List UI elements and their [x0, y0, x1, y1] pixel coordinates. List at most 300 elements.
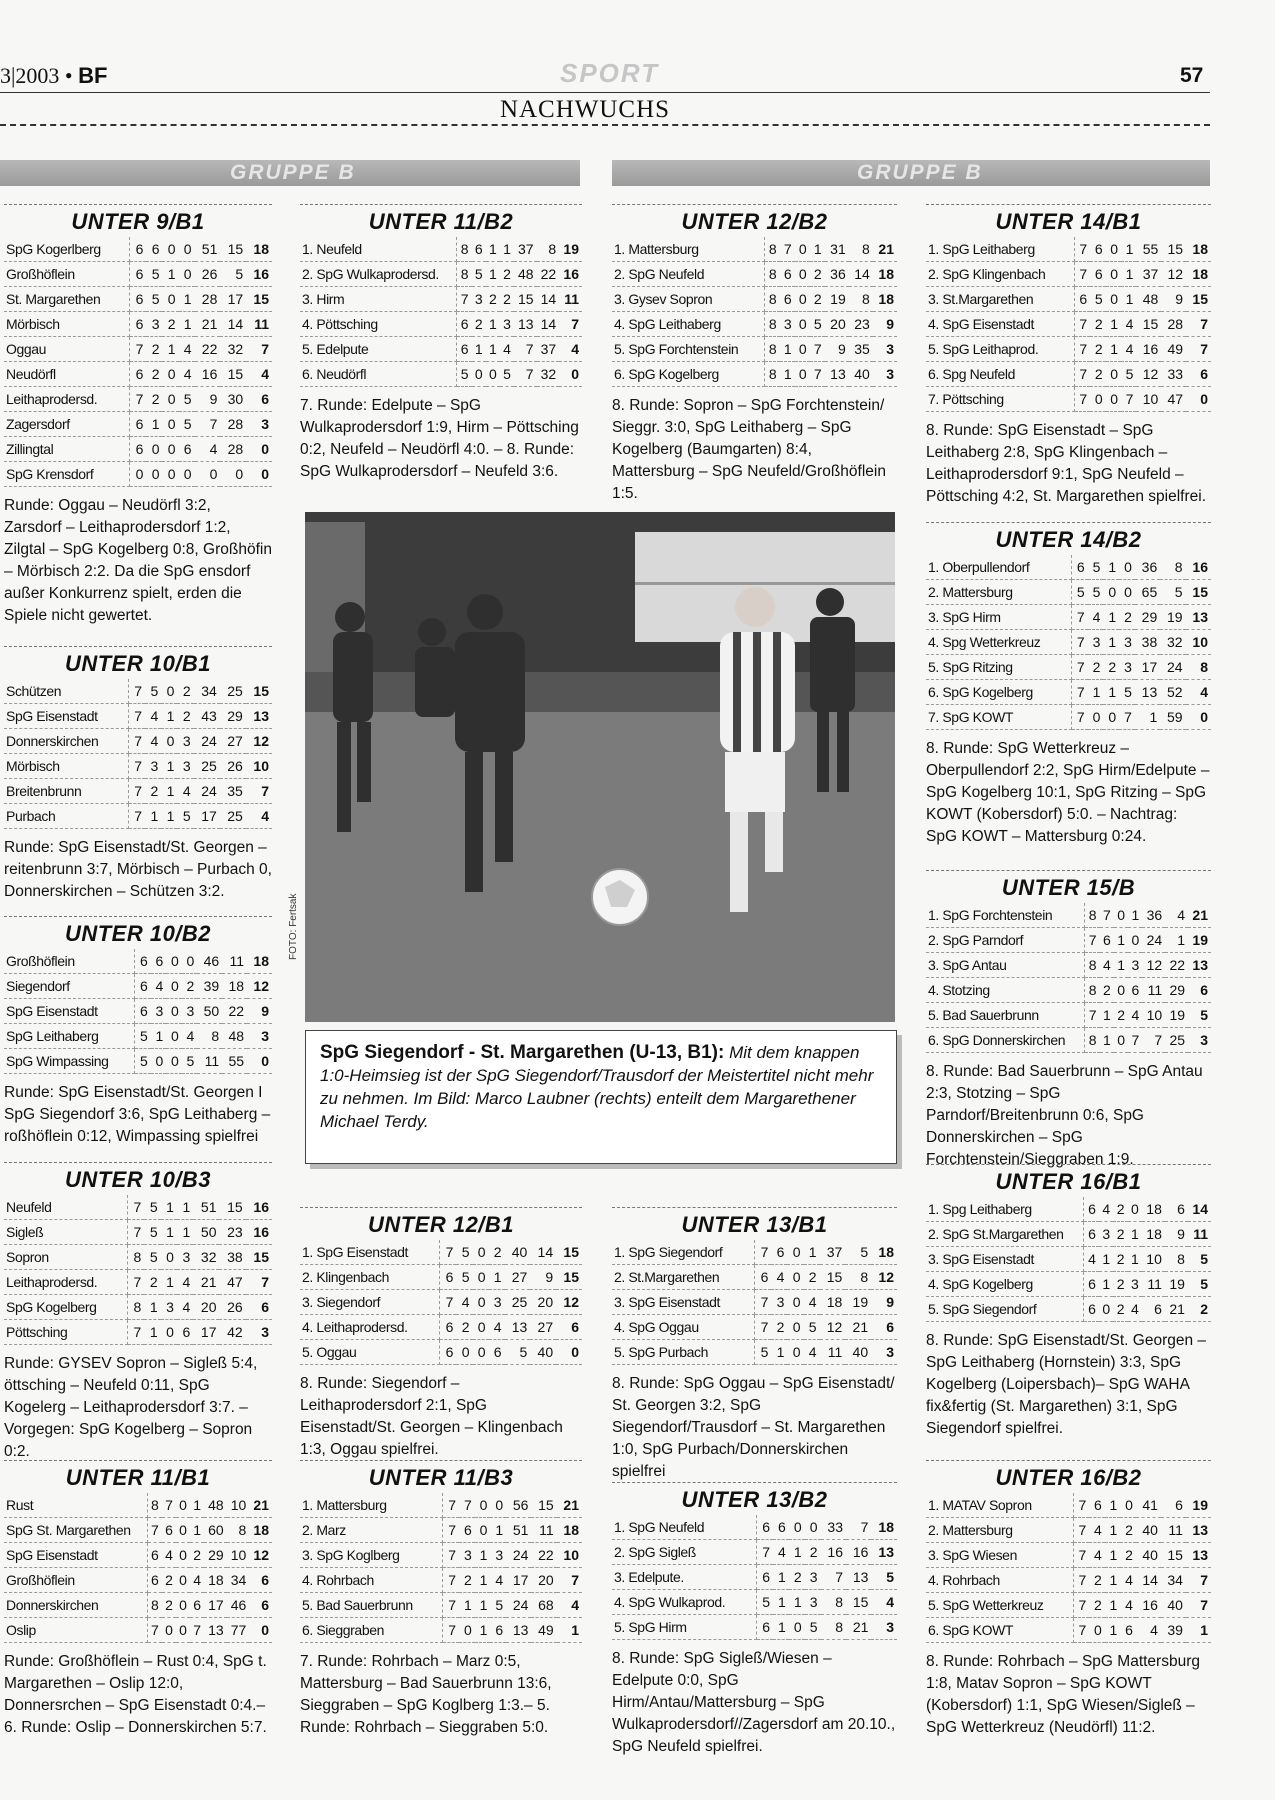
stat-cell: 2	[1114, 1003, 1128, 1028]
table-row	[926, 903, 1211, 928]
stat-cell: 0	[787, 1240, 803, 1265]
stat-cell: 4	[195, 437, 221, 462]
table-row	[4, 287, 272, 312]
stat-cell: 6	[1071, 555, 1087, 580]
points-cell: 9	[873, 312, 897, 337]
stat-cell: 5	[804, 1315, 820, 1340]
team-name: SpG Eisenstadt	[4, 999, 135, 1024]
table-row	[4, 704, 272, 729]
team-name: 3. SpG Eisenstadt	[926, 1247, 1084, 1272]
stat-cell: 9	[1165, 1222, 1188, 1247]
table-row	[4, 312, 272, 337]
standings-table	[926, 1493, 1211, 1643]
table-row	[612, 1290, 897, 1315]
points-cell: 7	[246, 337, 272, 362]
stat-cell: 24	[194, 779, 220, 804]
stat-cell: 49	[531, 1618, 556, 1643]
stat-cell: 6	[146, 237, 162, 262]
stat-cell: 6	[757, 1615, 773, 1640]
stat-cell: 33	[821, 1515, 846, 1540]
stat-cell: 0	[179, 462, 195, 487]
table-row	[4, 679, 272, 704]
team-name: 4. Rohrbach	[926, 1568, 1073, 1593]
stat-cell: 1	[1100, 1003, 1114, 1028]
stat-cell: 4	[145, 729, 161, 754]
team-name: Großhöflein	[4, 262, 130, 287]
team-name: 2. St.Margarethen	[612, 1265, 755, 1290]
stat-cell: 1	[1105, 1568, 1121, 1593]
stat-cell: 4	[1165, 903, 1188, 928]
stat-cell: 4	[179, 337, 195, 362]
points-cell: 6	[871, 1315, 897, 1340]
stat-cell: 1	[1105, 1493, 1121, 1518]
stat-cell: 18	[1142, 1197, 1165, 1222]
stat-cell: 1	[1088, 680, 1104, 705]
stat-cell: 19	[825, 287, 849, 312]
points-cell: 14	[1188, 1197, 1211, 1222]
stat-cell: 3	[771, 1290, 787, 1315]
team-name: 1. Mattersburg	[612, 237, 764, 262]
standings-table	[926, 555, 1211, 730]
points-cell: 5	[1188, 1247, 1211, 1272]
stat-cell: 51	[193, 1195, 219, 1220]
stat-cell: 15	[220, 237, 246, 262]
stat-cell: 7	[1074, 237, 1090, 262]
stat-cell: 6	[135, 999, 151, 1024]
stat-cell: 4	[804, 1340, 820, 1365]
stat-cell: 13	[514, 312, 537, 337]
standings-u11b1	[4, 1456, 272, 1739]
points-cell: 0	[1186, 705, 1211, 730]
points-cell: 4	[871, 1590, 897, 1615]
stat-cell: 7	[127, 1320, 144, 1345]
stat-cell: 11	[1161, 1518, 1186, 1543]
team-name: 3. SpG Eisenstadt	[612, 1290, 755, 1315]
table-row	[4, 1618, 272, 1643]
points-cell: 0	[1186, 387, 1211, 412]
table-row	[4, 1593, 272, 1618]
stat-cell: 1	[190, 1518, 204, 1543]
stat-cell: 3	[146, 312, 162, 337]
table-row	[4, 387, 272, 412]
stat-cell: 6	[1074, 287, 1090, 312]
standings-title: UNTER 10/B1	[4, 646, 272, 679]
team-name: 1. SpG Forchtenstein	[926, 903, 1085, 928]
team-name: 4. SpG Oggau	[612, 1315, 755, 1340]
stat-cell: 7	[128, 804, 145, 829]
stat-cell: 5	[1121, 362, 1136, 387]
stat-cell: 14	[537, 287, 560, 312]
stat-cell: 1	[475, 1618, 491, 1643]
points-cell: 15	[556, 1265, 582, 1290]
stat-cell: 0	[162, 412, 178, 437]
table-row	[4, 1518, 272, 1543]
stat-cell: 3	[1088, 630, 1104, 655]
stat-cell: 1	[490, 1518, 506, 1543]
stat-cell: 11	[1142, 1272, 1165, 1297]
standings-table	[4, 237, 272, 487]
stat-cell: 6	[130, 362, 147, 387]
stat-cell: 5	[220, 262, 246, 287]
stat-cell: 7	[459, 1493, 475, 1518]
table-row	[4, 1049, 272, 1074]
points-cell: 6	[249, 1593, 272, 1618]
team-name: 5. SpG Wetterkreuz	[926, 1593, 1073, 1618]
stat-cell: 2	[1090, 362, 1105, 387]
stat-cell: 7	[440, 1240, 457, 1265]
team-name: 2. SpG Parndorf	[926, 928, 1085, 953]
stat-cell: 7	[443, 1618, 459, 1643]
table-row	[4, 949, 272, 974]
stat-cell: 0	[805, 1515, 821, 1540]
points-cell: 6	[1188, 978, 1211, 1003]
stat-cell: 26	[219, 1295, 245, 1320]
stat-cell: 47	[219, 1270, 245, 1295]
round-results: 8. Runde: Rohrbach – SpG Mattersburg 1:8, Matav Sopron – SpG KOWT (Kobersdorf) 1:1, SpG Wiesen/Sigleß – SpG Wetterkreuz (Neudörfl) 11:2.	[926, 1653, 1200, 1736]
stat-cell: 6	[780, 262, 795, 287]
table-row	[926, 953, 1211, 978]
stat-cell: 4	[151, 974, 166, 999]
stat-cell: 2	[804, 1265, 820, 1290]
stat-cell: 40	[530, 1340, 556, 1365]
stat-cell: 6	[130, 412, 147, 437]
points-cell: 4	[1186, 680, 1211, 705]
standings-u10b3	[4, 1158, 272, 1463]
round-results: 8. Runde: SpG Oggau – SpG Eisenstadt/ St. Georgen 3:2, SpG Siegendorf/Trausdorf – St. Margarethen 1:0, SpG Purbach/Donnerskirchen spielfrei	[612, 1375, 895, 1480]
stat-cell: 14	[537, 312, 560, 337]
table-row	[300, 1618, 582, 1643]
stat-cell: 2	[1089, 1593, 1105, 1618]
stat-cell: 7	[128, 754, 145, 779]
stat-cell: 7	[810, 337, 825, 362]
team-name: 4. Leithaprodersd.	[300, 1315, 440, 1340]
stat-cell: 0	[787, 1315, 803, 1340]
stat-cell: 0	[1106, 287, 1121, 312]
stat-cell: 25	[505, 1290, 531, 1315]
stat-cell: 8	[147, 1593, 162, 1618]
stat-cell: 0	[475, 1493, 491, 1518]
stat-cell: 7	[1100, 903, 1114, 928]
standings-table	[4, 949, 272, 1074]
stat-cell: 40	[505, 1240, 531, 1265]
table-row	[926, 555, 1211, 580]
standings-title: UNTER 14/B2	[926, 522, 1211, 555]
stat-cell: 1	[145, 804, 161, 829]
stat-cell: 0	[162, 237, 178, 262]
team-name: 3. Gysev Sopron	[612, 287, 764, 312]
stat-cell: 7	[457, 287, 472, 312]
stat-cell: 14	[1136, 1568, 1161, 1593]
stat-cell: 1	[161, 704, 177, 729]
stat-cell: 5	[490, 1593, 506, 1618]
stat-cell: 10	[1142, 1003, 1165, 1028]
stat-cell: 7	[1073, 1493, 1089, 1518]
stat-cell: 3	[177, 729, 193, 754]
stat-cell: 9	[530, 1265, 556, 1290]
points-cell: 4	[246, 804, 272, 829]
stat-cell: 7	[1074, 337, 1090, 362]
points-cell: 15	[246, 679, 272, 704]
points-cell: 18	[247, 949, 272, 974]
stat-cell: 5	[179, 412, 195, 437]
stat-cell: 24	[1142, 928, 1165, 953]
stat-cell: 6	[773, 1515, 789, 1540]
stat-cell: 0	[1128, 928, 1142, 953]
stat-cell: 7	[1074, 387, 1090, 412]
points-cell: 1	[1186, 1618, 1211, 1643]
stat-cell: 6	[1161, 1493, 1186, 1518]
table-row	[4, 1220, 272, 1245]
stat-cell: 6	[771, 1240, 787, 1265]
stat-cell: 19	[1160, 605, 1185, 630]
stat-cell: 22	[537, 262, 560, 287]
stat-cell: 7	[147, 1618, 162, 1643]
stat-cell: 77	[227, 1618, 250, 1643]
stat-cell: 7	[755, 1315, 772, 1340]
team-name: 6. SpG Donnerskirchen	[926, 1028, 1085, 1053]
stat-cell: 2	[177, 704, 193, 729]
points-cell: 18	[249, 1518, 272, 1543]
points-cell: 16	[559, 262, 582, 287]
stat-cell: 34	[227, 1568, 250, 1593]
stat-cell: 28	[220, 437, 246, 462]
team-name: 4. SpG Eisenstadt	[926, 312, 1074, 337]
stat-cell: 7	[1119, 705, 1135, 730]
team-name: Sopron	[4, 1245, 127, 1270]
stat-cell: 3	[459, 1543, 475, 1568]
stat-cell: 1	[489, 1265, 505, 1290]
stat-cell: 5	[456, 1240, 472, 1265]
stat-cell: 51	[506, 1518, 531, 1543]
stat-cell: 7	[1121, 387, 1136, 412]
table-row	[612, 1340, 897, 1365]
stat-cell: 10	[227, 1493, 250, 1518]
stat-cell: 7	[1074, 262, 1090, 287]
stat-cell: 6	[135, 949, 151, 974]
group-banner-left: GRUPPE B	[0, 160, 580, 186]
points-cell: 16	[246, 262, 272, 287]
team-name: Donnerskirchen	[4, 1593, 147, 1618]
standings-title: UNTER 9/B1	[4, 204, 272, 237]
stat-cell: 48	[1136, 287, 1161, 312]
stat-cell: 0	[456, 1340, 472, 1365]
stat-cell: 5	[146, 287, 162, 312]
round-results: 8. Runde: Bad Sauerbrunn – SpG Antau 2:3, Stotzing – SpG Parndorf/Breitenbrunn 0:6, SpG Donnerskirchen – SpG Forchtenstein/Sieggraben 1:9.	[926, 1063, 1203, 1168]
stat-cell: 37	[820, 1240, 846, 1265]
stat-cell: 2	[1113, 1222, 1127, 1247]
stat-cell: 8	[127, 1295, 144, 1320]
table-row	[926, 1493, 1211, 1518]
stat-cell: 2	[1103, 655, 1119, 680]
stat-cell: 3	[805, 1590, 821, 1615]
points-cell: 10	[1186, 630, 1211, 655]
points-cell: 7	[1186, 1593, 1211, 1618]
stat-cell: 48	[222, 1024, 247, 1049]
stat-cell: 4	[771, 1265, 787, 1290]
stat-cell: 8	[227, 1518, 250, 1543]
stat-cell: 65	[1135, 580, 1160, 605]
stat-cell: 14	[220, 312, 246, 337]
stat-cell: 4	[1099, 1197, 1113, 1222]
stat-cell: 15	[220, 362, 246, 387]
table-row	[4, 1195, 272, 1220]
table-row	[4, 1320, 272, 1345]
stat-cell: 8	[849, 287, 873, 312]
team-name: 4. Spg Wetterkreuz	[926, 630, 1071, 655]
stat-cell: 8	[537, 237, 560, 262]
table-row	[926, 1028, 1211, 1053]
team-name: Großhöflein	[4, 1568, 147, 1593]
stat-cell: 1	[1100, 1028, 1114, 1053]
stat-cell: 11	[531, 1518, 556, 1543]
table-row	[4, 1543, 272, 1568]
table-row	[926, 262, 1211, 287]
stat-cell: 4	[500, 337, 514, 362]
stat-cell: 1	[179, 312, 195, 337]
table-row	[4, 412, 272, 437]
table-row	[4, 974, 272, 999]
stat-cell: 23	[849, 312, 873, 337]
stat-cell: 7	[130, 387, 147, 412]
round-results: 8. Runde: SpG Eisenstadt – SpG Leithaberg 2:8, SpG Klingenbach – Leithaprodersdorf 9:1, SpG Neufeld – Pöttsching 4:2, St. Margarethen spielfrei.	[926, 422, 1207, 505]
stat-cell: 34	[1161, 1568, 1186, 1593]
standings-table	[926, 903, 1211, 1053]
points-cell: 18	[1186, 237, 1211, 262]
stat-cell: 3	[805, 1565, 821, 1590]
team-name: Oslip	[4, 1618, 147, 1643]
stat-cell: 1	[146, 412, 162, 437]
stat-cell: 7	[443, 1493, 459, 1518]
points-cell: 11	[1188, 1222, 1211, 1247]
stat-cell: 28	[220, 412, 246, 437]
stat-cell: 0	[789, 1615, 805, 1640]
stat-cell: 0	[795, 237, 810, 262]
standings-title: UNTER 11/B3	[300, 1460, 582, 1493]
round-results: 8. Runde: SpG Sigleß/Wiesen – Edelpute 0:0, SpG Hirm/Antau/Mattersburg – SpG Wulkaprodersdorf//Zagersdorf am 20.10., SpG Neufeld spielfrei.	[612, 1650, 896, 1755]
stat-cell: 13	[204, 1618, 227, 1643]
stat-cell: 7	[1085, 1003, 1100, 1028]
standings-u15b	[926, 866, 1211, 1171]
standings-table	[612, 1515, 897, 1640]
points-cell: 3	[1188, 1028, 1211, 1053]
points-cell: 1	[557, 1618, 582, 1643]
table-row	[926, 237, 1211, 262]
stat-cell: 5	[146, 262, 162, 287]
stat-cell: 8	[127, 1245, 144, 1270]
stat-cell: 40	[1136, 1543, 1161, 1568]
points-cell: 0	[559, 362, 582, 387]
stat-cell: 3	[1119, 630, 1135, 655]
stat-cell: 6	[472, 237, 486, 262]
stat-cell: 0	[162, 462, 178, 487]
stat-cell: 68	[531, 1593, 556, 1618]
table-row	[612, 1315, 897, 1340]
table-row	[300, 312, 582, 337]
points-cell: 13	[1186, 1543, 1211, 1568]
standings-table	[300, 237, 582, 387]
stat-cell: 33	[1161, 362, 1186, 387]
stat-cell: 0	[473, 1240, 489, 1265]
table-row	[926, 655, 1211, 680]
stat-cell: 5	[135, 1049, 151, 1074]
team-name: 1. Oberpullendorf	[926, 555, 1071, 580]
table-row	[4, 337, 272, 362]
team-name: 1. Mattersburg	[300, 1493, 443, 1518]
table-row	[612, 237, 897, 262]
stat-cell: 43	[194, 704, 220, 729]
stat-cell: 41	[1136, 1493, 1161, 1518]
stat-cell: 19	[1165, 1003, 1188, 1028]
standings-title: UNTER 16/B1	[926, 1164, 1211, 1197]
stat-cell: 29	[1165, 978, 1188, 1003]
stat-cell: 20	[193, 1295, 219, 1320]
stat-cell: 2	[144, 1270, 160, 1295]
stat-cell: 6	[457, 312, 472, 337]
stat-cell: 8	[1085, 1028, 1100, 1053]
stat-cell: 6	[1128, 978, 1142, 1003]
stat-cell: 1	[1099, 1247, 1113, 1272]
stat-cell: 18	[820, 1290, 846, 1315]
standings-title: UNTER 10/B3	[4, 1162, 272, 1195]
round-results: Runde: Großhöflein – Rust 0:4, SpG t. Margarethen – Oslip 12:0, Donnersrchen – SpG Eisenstadt 0:4.– 6. Runde: Oslip – Donnerskirchen 5:7.	[4, 1653, 267, 1736]
stat-cell: 5	[810, 312, 825, 337]
stat-cell: 0	[179, 262, 195, 287]
stat-cell: 50	[193, 1220, 219, 1245]
standings-u12b1	[300, 1203, 582, 1461]
stat-cell: 7	[1085, 928, 1100, 953]
table-row	[4, 729, 272, 754]
stat-cell: 0	[787, 1290, 803, 1315]
stat-cell: 2	[1089, 1568, 1105, 1593]
stat-cell: 8	[821, 1615, 846, 1640]
table-row	[300, 1315, 582, 1340]
points-cell: 18	[871, 1240, 897, 1265]
team-name: 5. SpG Siegendorf	[926, 1297, 1084, 1322]
standings-u14b1	[926, 200, 1211, 508]
stat-cell: 25	[1165, 1028, 1188, 1053]
stat-cell: 16	[846, 1540, 871, 1565]
stat-cell: 7	[443, 1543, 459, 1568]
standings-title: UNTER 10/B2	[4, 916, 272, 949]
stat-cell: 1	[780, 362, 795, 387]
points-cell: 5	[1188, 1003, 1211, 1028]
round-results: 7. Runde: Rohrbach – Marz 0:5, Mattersburg – Bad Sauerbrunn 13:6, Sieggraben – SpG Koglberg 1:3.– 5. Runde: Rohrbach – Sieggraben 5:0.	[300, 1653, 552, 1736]
table-row	[926, 1003, 1211, 1028]
stat-cell: 0	[146, 462, 162, 487]
stat-cell: 0	[166, 949, 181, 974]
standings-title: UNTER 11/B1	[4, 1460, 272, 1493]
stat-cell: 7	[1073, 1618, 1089, 1643]
stat-cell: 1	[1121, 237, 1136, 262]
stat-cell: 36	[1142, 903, 1165, 928]
stat-cell: 8	[849, 237, 873, 262]
table-row	[300, 1290, 582, 1315]
stat-cell: 8	[845, 1265, 871, 1290]
table-row	[612, 337, 897, 362]
stat-cell: 23	[219, 1220, 245, 1245]
stat-cell: 0	[787, 1265, 803, 1290]
stat-cell: 17	[220, 287, 246, 312]
team-name: 5. SpG Leithaprod.	[926, 337, 1074, 362]
stat-cell: 13	[505, 1315, 531, 1340]
stat-cell: 0	[1099, 1297, 1113, 1322]
stat-cell: 20	[530, 1290, 556, 1315]
team-name: Leithaprodersd.	[4, 387, 130, 412]
stat-cell: 2	[789, 1565, 805, 1590]
stat-cell: 0	[162, 437, 178, 462]
stat-cell: 37	[514, 237, 537, 262]
stat-cell: 38	[1135, 630, 1160, 655]
